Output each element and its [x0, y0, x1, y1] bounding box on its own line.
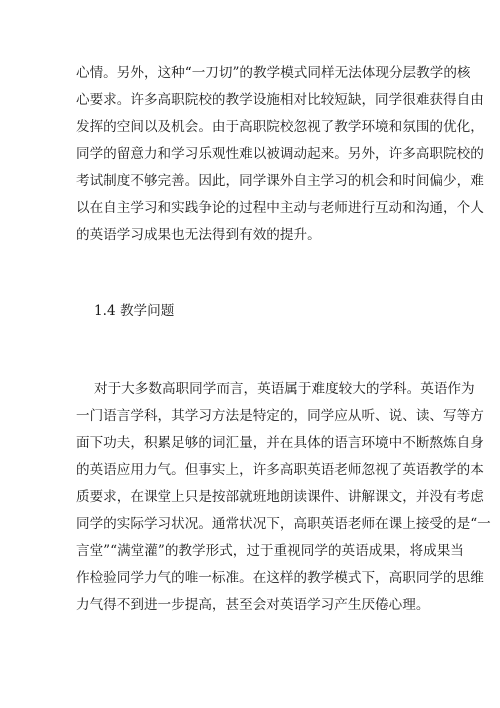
paragraph-1-line: 同学的留意力和学习乐观性难以被调动起来。另外，许多高职院校的 [76, 146, 484, 162]
paragraph-2-line: 作检验同学力气的唯一标准。在这样的教学模式下，高职同学的思维 [76, 570, 484, 586]
paragraph-2 [76, 376, 491, 619]
section-heading: 1.4 教学问题 [94, 303, 175, 319]
paragraph-1-line: 心情。另外，这种“一刀切”的教学模式同样无法体现分层教学的核 [76, 65, 471, 81]
paragraph-2-line: 言堂”“满堂灌”的教学形式，过于重视同学的英语成果，将成果当 [76, 543, 464, 559]
paragraph-2-line: 力气得不到进一步提高，甚至会对英语学习产生厌倦心理。 [76, 597, 430, 613]
paragraph-2-line: 质要求，在课堂上只是按部就班地朗读课件、讲解课文，并没有考虑 [76, 489, 484, 505]
paragraph-1-line: 的英语学习成果也无法得到有效的提升。 [76, 227, 321, 243]
paragraph-1-line: 考试制度不够完善。因此，同学课外自主学习的机会和时间偏少，难 [76, 173, 484, 189]
paragraph-1-line: 心要求。许多高职院校的教学设施相对比较短缺，同学很难获得自由 [76, 92, 484, 108]
paragraph-1-line: 发挥的空间以及机会。由于高职院校忽视了教学环境和氛围的优化， [76, 119, 484, 135]
paragraph-1 [76, 60, 484, 249]
paragraph-1-line: 以在自主学习和实践争论的过程中主动与老师进行互动和沟通，个人 [76, 200, 484, 216]
paragraph-2-line: 同学的实际学习状况。通常状况下，高职英语老师在课上接受的是“一 [76, 516, 491, 532]
paragraph-2-line: 面下功夫，积累足够的词汇量，并在具体的语言环境中不断熬炼自身 [76, 435, 484, 451]
paragraph-2-line: 的英语应用力气。但事实上，许多高职英语老师忽视了英语教学的本 [76, 462, 484, 478]
paragraph-2-line: 对于大多数高职同学而言，英语属于难度较大的学科。英语作为 [94, 381, 475, 397]
paragraph-2-line: 一门语言学科，其学习方法是特定的，同学应从听、说、读、写等方 [76, 408, 484, 424]
